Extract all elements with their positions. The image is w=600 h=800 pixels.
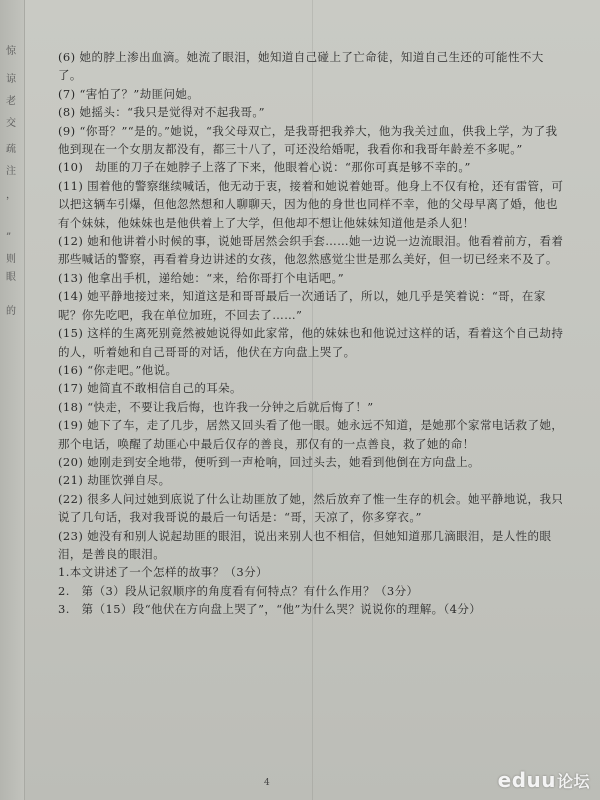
- question-3: 3. 第（15）段“他伏在方向盘上哭了”，“他”为什么哭？说说你的理解。（4分）: [58, 602, 482, 617]
- margin-char: 则: [6, 254, 16, 265]
- paragraph-18: (18) “快走，不要让我后悔，也许我一分钟之后就后悔了！”: [58, 399, 374, 414]
- paragraph-23: (23) 她没有和别人说起劫匪的眼泪，说出来别人也不相信，但她知道那几滴眼泪，是人性的眼泪，是善良的眼泪。: [58, 528, 552, 561]
- page-number: 4: [264, 778, 270, 788]
- paragraph-10: (10) 劫匪的刀子在她脖子上落了下来，他眼着心说：“那你可真是够不幸的。”: [58, 160, 471, 175]
- paragraph-11: (11) 围着他的警察继续喊话，他无动于衷，接着和她说着她哥。他身上不仅有枪，还有雷管，可以把这辆车引爆，但他忽然想和人聊聊天，因为他的身世也同样不幸，他的父母早离了婚，他也有个妹妹，他妹妹也是他供着上了大学，但他却不想让他妹妹知道他是杀人犯！: [58, 178, 564, 230]
- margin-char: 惊: [6, 46, 16, 57]
- margin-char: 的: [6, 306, 16, 317]
- margin-char: ”: [6, 232, 12, 243]
- margin-char: 疏: [6, 144, 16, 155]
- paragraph-7: (7) “害怕了？”劫匪问她。: [58, 86, 200, 101]
- paragraph-8: (8) 她摇头：“我只是觉得对不起我哥。”: [58, 105, 265, 120]
- forum-watermark: [498, 768, 590, 792]
- paragraph-15: (15) 这样的生离死别竟然被她说得如此家常，他的妹妹也和他说过这样的话，看着这个自己劫持的人，听着她和自己哥哥的对话，他伏在方向盘上哭了。: [58, 326, 564, 359]
- paragraph-22: (22) 很多人问过她到底说了什么让劫匪放了她，然后放弃了惟一生存的机会。她平静地说，我只说了几句话，我对我哥说的最后一句话是：“哥，天凉了，你多穿衣。”: [58, 491, 564, 525]
- margin-char: 谅: [6, 74, 16, 85]
- paragraph-13: (13) 他拿出手机，递给她：“来，给你哥打个电话吧。”: [58, 270, 344, 285]
- previous-page-edge: [0, 0, 25, 800]
- paragraph-16: (16) “你走吧。”他说。: [58, 362, 178, 377]
- reading-passage: [58, 48, 566, 619]
- margin-char: 交: [6, 118, 16, 129]
- paragraph-14: (14) 她平静地接过来，知道这是和哥哥最后一次通话了，所以，她几乎是笑着说：“哥，在家呢？你先吃吧，我在单位加班，不回去了……”: [58, 289, 546, 322]
- paragraph-17: (17) 她简直不敢相信自己的耳朵。: [58, 381, 242, 396]
- paragraph-6: (6) 她的脖上渗出血滴。她流了眼泪，她知道自己碰上了亡命徒，知道自己生还的可能性不大了。: [58, 50, 544, 83]
- watermark-sub: 论坛: [556, 772, 590, 791]
- margin-char: 老: [6, 96, 16, 107]
- paragraph-21: (21) 劫匪饮弹自尽。: [58, 473, 171, 488]
- margin-char: 眼: [6, 272, 16, 283]
- question-2: 2. 第（3）段从记叙顺序的角度看有何特点？有什么作用？（3分）: [58, 583, 419, 598]
- margin-char: ，: [6, 190, 16, 201]
- margin-char: 注: [6, 166, 16, 177]
- paragraph-9: (9) “你哥？”“是的。”她说，“我父母双亡，是我哥把我养大，他为我关过血，供我上学，为了我他到现在一个女朋友都没有，都三十八了，可还没给婚呢，我看你和我哥年龄差不多呢。”: [58, 123, 558, 157]
- paragraph-20: (20) 她刚走到安全地带，便听到一声枪响，回过头去，她看到他倒在方向盘上。: [58, 454, 480, 469]
- paragraph-19: (19) 她下了车，走了几步，居然又回头看了他一眼。她永远不知道，是她那个家常电话救了她，那个电话，唤醒了劫匪心中最后仅存的善良，那仅有的一点善良，救了她的命！: [58, 418, 564, 451]
- question-1: 1.本文讲述了一个怎样的故事？（3分）: [58, 565, 268, 580]
- watermark-main: eduu: [497, 768, 556, 792]
- paragraph-12: (12) 她和他讲着小时候的事，说她哥居然会织手套……她一边说一边流眼泪。他看着前方，看着那些喊话的警察，再看着身边讲述的女孩，他忽然感觉尘世是那么美好，但一切已经来不及了。: [58, 234, 564, 267]
